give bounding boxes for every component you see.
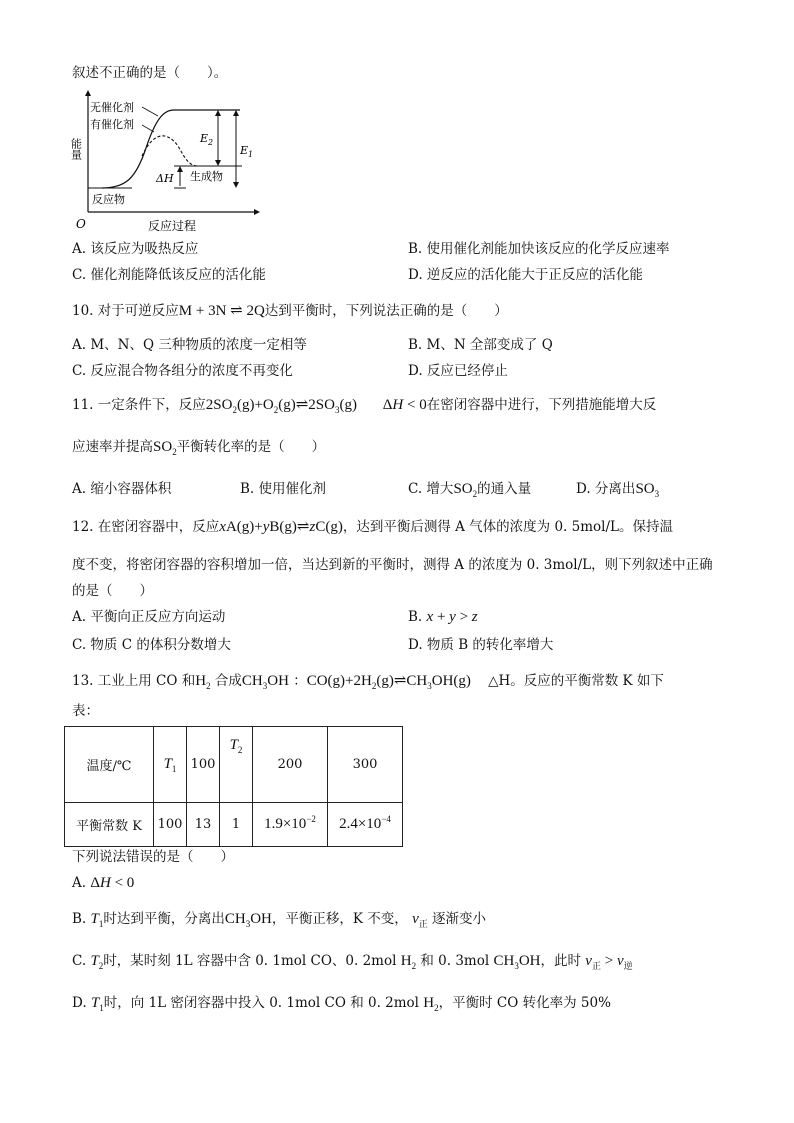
q9-energy-diagram <box>69 88 266 234</box>
table-cell: 100 <box>187 727 220 803</box>
q13-option-a[interactable]: A. ΔH < 0 <box>72 875 135 891</box>
q12-stem-line3: 的是（ ） <box>72 583 153 599</box>
q12-option-b[interactable]: B. x + y > z <box>408 609 478 625</box>
q13-stem-line2: 表： <box>72 703 99 719</box>
q11-delta-h: ΔH < 0 <box>382 397 427 413</box>
q11-stem-line1: 11. 一定条件下，反应$2SO_2(g)+O_2(g)\rightleftharpoons 2SO_3(g)$ ΔH < 0在密闭容器中进行，下列措施能增大反 <box>72 397 657 415</box>
table-row <box>65 803 403 847</box>
table-row <box>65 727 403 803</box>
q11-option-c[interactable]: C. 增大$SO_2$的通入量 <box>408 481 532 499</box>
q13-question: 下列说法错误的是（ ） <box>72 849 234 865</box>
label-delta-h: ΔH <box>156 172 174 185</box>
q12-option-c[interactable]: C. 物质 C 的体积分数增大 <box>72 637 231 653</box>
q12-stem-line1: 12. 在密闭容器中，反应xA(g)+yB(g)⇌zC(g)，达到平衡后测得 A 气体的浓度为 0. 5mol/L。保持温 <box>72 519 673 535</box>
q10-option-d[interactable]: D. 反应已经停止 <box>408 363 508 379</box>
table-cell: 13 <box>187 803 220 847</box>
q9-stem-tail: 叙述不正确的是（ ）。 <box>72 65 228 81</box>
table-cell-k200: $1.9\times 10^{-2}$ <box>253 803 328 847</box>
label-x-axis: 反应过程 <box>148 219 197 233</box>
q10-option-c[interactable]: C. 反应混合物各组分的浓度不再变化 <box>72 363 293 379</box>
label-reactant: 反应物 <box>92 193 125 206</box>
q13-stem-line1: 13. 工业上用 CO 和$H_2$ 合成$CH_3OH$ ：$CO(g)+2H_2(g)\rightleftharpoons CH_3OH(g)$ △H。反应的平衡常数 K 如下 <box>72 673 664 691</box>
q10-option-a[interactable]: A. M、N、Q 三种物质的浓度一定相等 <box>72 337 307 353</box>
q12-option-a[interactable]: A. 平衡向正反应方向运动 <box>72 609 226 625</box>
q9-option-c[interactable]: C. 催化剂能降低该反应的活化能 <box>72 267 266 283</box>
label-y-axis: 能量 <box>69 138 83 160</box>
q11-option-a[interactable]: A. 缩小容器体积 <box>72 481 172 497</box>
label-e1: $E_1$ <box>240 144 254 159</box>
label-no-catalyst: 无催化剂 <box>90 101 134 114</box>
q10-equation: M + 3N ⇌ 2Q <box>178 303 265 319</box>
table-cell-k300: $2.4\times 10^{-4}$ <box>328 803 403 847</box>
table-cell: 1 <box>220 803 253 847</box>
table-cell: 200 <box>253 727 328 803</box>
q11-equation: $2SO_2(g)+O_2(g)\rightleftharpoons 2SO_3(g)$ <box>205 397 357 415</box>
q11-stem-line2: 应速率并提高$SO_2$平衡转化率的是（ ） <box>72 439 326 457</box>
equilibrium-constant-table <box>64 726 403 847</box>
q13-option-b[interactable]: B. $T_1$时达到平衡，分离出$CH_3OH$，平衡正移，K 不变， $v_正$ 逐渐变小 <box>72 911 487 929</box>
q13-option-c[interactable]: C. $T_2$时，某时刻 1L 容器中含 0. 1mol CO、0. 2mol $H_2$ 和 0. 3mol $CH_3OH$，此时 $v_正 > v_逆$ <box>72 953 633 971</box>
q11-option-b[interactable]: B. 使用催化剂 <box>240 481 327 497</box>
q12-option-d[interactable]: D. 物质 B 的转化率增大 <box>408 637 554 653</box>
table-cell-t2: $T_2$ <box>220 727 253 803</box>
q9-option-a[interactable]: A. 该反应为吸热反应 <box>72 241 199 257</box>
table-cell-t1: $T_1$ <box>154 727 187 803</box>
label-origin: O <box>76 217 86 231</box>
q10-stem: 10. 对于可逆反应M + 3N ⇌ 2Q达到平衡时，下列说法正确的是（ ） <box>72 303 508 319</box>
table-header-k: 平衡常数 K <box>65 803 154 847</box>
q12-equation: xA(g)+yB(g)⇌zC(g) <box>219 519 343 535</box>
q13-option-d[interactable]: D. $T_1$时，向 1L 密闭容器中投入 0. 1mol CO 和 0. 2mol $H_2$，平衡时 CO 转化率为 50% <box>72 995 611 1013</box>
q13-equation: $CO(g)+2H_2(g)\rightleftharpoons CH_3OH(g)$ <box>306 673 471 691</box>
table-cell: 300 <box>328 727 403 803</box>
q11-option-d[interactable]: D. 分离出$SO_3$ <box>576 481 660 499</box>
label-with-catalyst: 有催化剂 <box>90 118 134 131</box>
table-header-temp: 温度/℃ <box>65 727 154 803</box>
q9-option-b[interactable]: B. 使用催化剂能加快该反应的化学反应速率 <box>408 241 670 257</box>
q10-option-b[interactable]: B. M、N 全部变成了 Q <box>408 337 553 353</box>
table-cell: 100 <box>154 803 187 847</box>
q12-stem-line2: 度不变，将密闭容器的容积增加一倍，当达到新的平衡时，测得 A 的浓度为 0. 3mol/L，则下列叙述中正确 <box>72 557 713 573</box>
label-e2: $E_2$ <box>200 132 214 147</box>
q9-option-d[interactable]: D. 逆反应的活化能大于正反应的活化能 <box>408 267 643 283</box>
label-product: 生成物 <box>190 170 223 183</box>
